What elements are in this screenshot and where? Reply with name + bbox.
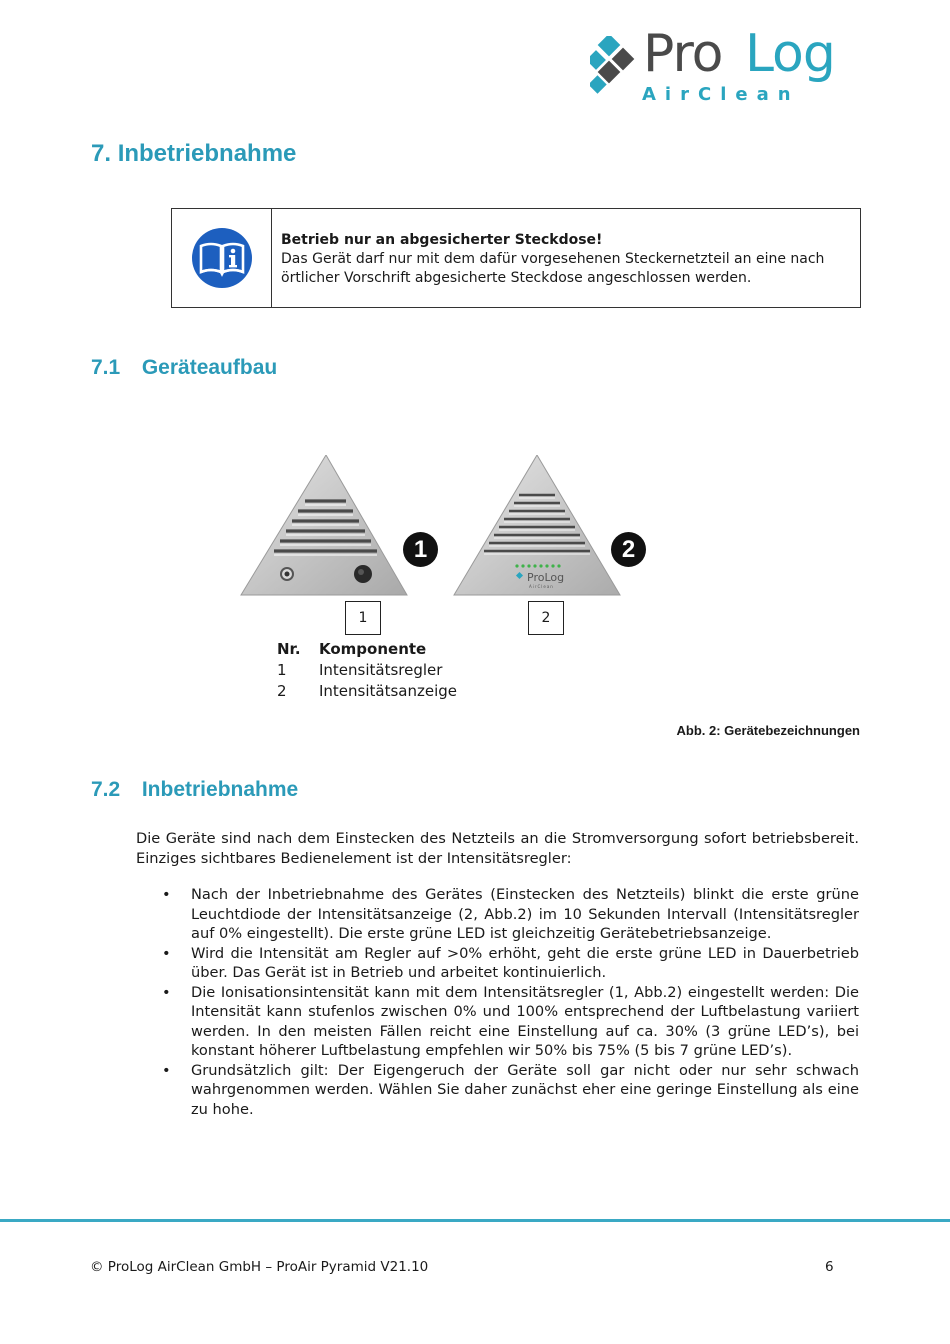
table-row — [277, 681, 457, 702]
table-row — [277, 660, 457, 681]
section-number: 7. — [91, 140, 112, 167]
list-item-text: Die Ionisationsintensität kann mit dem Intensitätsregler (1, Abb.2) eingestellt werden: Die Intensität kann stufenlos zwischen 0% und 100% entsprechend der Luftbelastung variiert werden. In den meisten Fällen reicht eine Einstellung auf ca. 30% (3 grüne LED’s), bei konstant höherer Luftbelastung empfehlen wir 50% bis 75% (5 bis 7 grüne LED’s). — [191, 983, 859, 1059]
list-item-text: Nach der Inbetriebnahme des Gerätes (Einstecken des Netzteils) blinkt die erste grüne Leuchtdiode der Intensitätsanzeige (2, Abb.2) im 10 Sekunden Intervall (Intensitätsregler auf 0% eingestellt). Die erste grüne LED ist gleichzeitig Gerätebetriebsanzeige. — [191, 886, 859, 942]
company-logo — [590, 24, 850, 110]
list-item-text: Grundsätzlich gilt: Der Eigengeruch der Geräte soll gar nicht oder nur sehr schwach wahrgenommen werden. Wählen Sie daher zunächst eher eine geringe Einstellung als eine zu hohe. — [191, 1061, 859, 1118]
notice-box — [171, 208, 861, 308]
list-item — [136, 885, 859, 944]
table-cell-komponente: Intensitätsregler — [319, 661, 443, 679]
table-cell-komponente: Intensitätsanzeige — [319, 682, 458, 700]
logo-diamonds-icon — [590, 36, 640, 106]
logo-word-log: Log — [745, 24, 835, 84]
table-cell-nr: 1 — [277, 661, 287, 679]
subsection-number: 7.2 — [91, 778, 121, 801]
bullet-glyph: • — [162, 886, 171, 903]
table-cell-nr: 2 — [277, 682, 287, 700]
figure-caption: Abb. 2: Gerätebezeichnungen — [676, 723, 860, 738]
pyramid-device-image-display — [453, 455, 621, 597]
logo-word-pro: Pro — [643, 24, 723, 84]
figure-badge-1: 1 — [403, 532, 438, 567]
figure-label-2: 2 — [528, 601, 564, 635]
notice-body: Das Gerät darf nur mit dem dafür vorgesehenen Steckernetzteil an eine nach örtlicher Vorschrift abgesicherte Steckdose angeschlossen werden. — [281, 251, 825, 286]
component-table — [277, 639, 457, 702]
list-item — [136, 1061, 859, 1120]
list-item-text: Wird die Intensität am Regler auf >0% erhöht, geht die erste grüne LED in Dauerbetrieb über. Das Gerät ist in Betrieb und arbeitet kontinuierlich. — [191, 944, 859, 981]
table-header-row — [277, 639, 457, 660]
section-heading — [91, 140, 296, 168]
list-item — [136, 983, 859, 1061]
subsection-heading-1 — [91, 356, 277, 380]
subsection-heading-2 — [91, 778, 298, 802]
list-item — [136, 944, 859, 983]
pyramid-brand-text: ProLog — [527, 571, 565, 584]
logo-subtitle: AirClean — [642, 84, 800, 105]
pyramid-device-image-regulator — [240, 455, 408, 597]
intro-paragraph: Die Geräte sind nach dem Einstecken des Netzteils an die Stromversorgung sofort betriebsbereit. Einziges sichtbares Bedienelement ist der Intensitätsregler: — [136, 830, 859, 867]
bullet-glyph: • — [162, 1061, 171, 1079]
notice-title: Betrieb nur an abgesicherter Steckdose! — [281, 232, 603, 248]
subsection-title: Geräteaufbau — [141, 356, 278, 379]
bullet-glyph: • — [162, 983, 171, 1001]
footer-divider — [0, 1219, 950, 1222]
subsection-number: 7.1 — [91, 356, 121, 379]
section-title: Inbetriebnahme — [117, 140, 297, 167]
subsection-title: Inbetriebnahme — [141, 778, 299, 801]
manual-info-icon — [191, 227, 253, 289]
table-header-komponente: Komponente — [319, 640, 427, 658]
figure-label-1: 1 — [345, 601, 381, 635]
pyramid-sub-text: AirClean — [529, 584, 554, 589]
instruction-list — [136, 885, 859, 1119]
table-header-nr: Nr. — [277, 640, 301, 658]
notice-text — [281, 231, 851, 288]
page-number: 6 — [825, 1259, 834, 1275]
bullet-glyph: • — [162, 944, 171, 962]
figure-badge-2: 2 — [611, 532, 646, 567]
footer-copyright: © ProLog AirClean GmbH – ProAir Pyramid V21.10 — [90, 1259, 429, 1275]
notice-icon-cell — [172, 209, 272, 307]
